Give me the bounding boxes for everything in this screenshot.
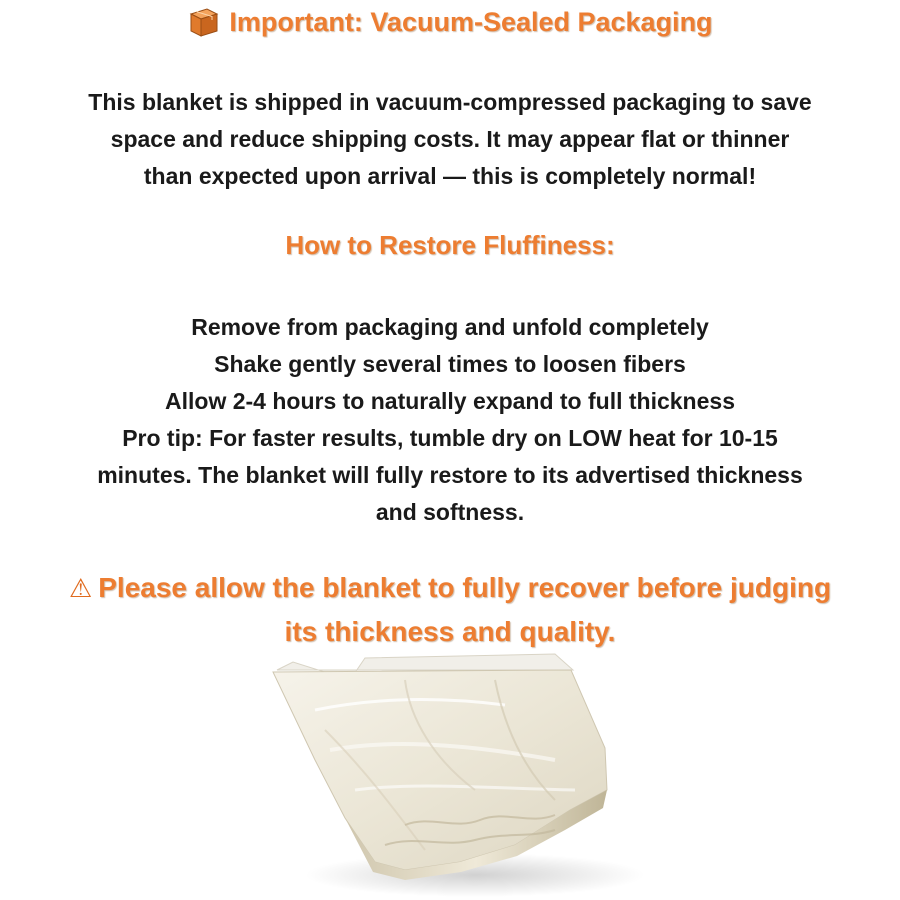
intro-line: This blanket is shipped in vacuum-compressed packaging to save bbox=[88, 89, 812, 115]
restore-heading: How to Restore Fluffiness: bbox=[285, 230, 615, 260]
warning-line: its thickness and quality. bbox=[284, 616, 616, 647]
pro-tip-line: Pro tip: For faster results, tumble dry on LOW heat for 10-15 bbox=[122, 425, 778, 451]
restore-step: Shake gently several times to loosen fibers bbox=[214, 351, 686, 377]
pro-tip-line: and softness. bbox=[375, 499, 525, 525]
warning-line bbox=[30, 566, 870, 610]
restore-step: Allow 2-4 hours to naturally expand to full thickness bbox=[165, 388, 735, 414]
warning-triangle-icon: ⚠ bbox=[68, 573, 93, 603]
title-row bbox=[0, 2, 900, 42]
restore-step: Remove from packaging and unfold completely bbox=[191, 314, 709, 340]
page-title: Important: Vacuum-Sealed Packaging bbox=[229, 6, 713, 37]
intro-line: space and reduce shipping costs. It may appear flat or thinner bbox=[110, 126, 790, 152]
intro-line: than expected upon arrival — this is completely normal! bbox=[143, 163, 757, 189]
restore-steps-list bbox=[40, 309, 860, 420]
intro-paragraph bbox=[40, 84, 860, 195]
box-icon bbox=[187, 5, 221, 39]
warning-text: Please allow the blanket to fully recover before judging bbox=[98, 572, 832, 603]
pro-tip bbox=[40, 420, 860, 531]
pro-tip-line: minutes. The blanket will fully restore to its advertised thickness bbox=[97, 462, 803, 488]
vacuum-sealed-blanket-bag-photo bbox=[255, 640, 655, 900]
